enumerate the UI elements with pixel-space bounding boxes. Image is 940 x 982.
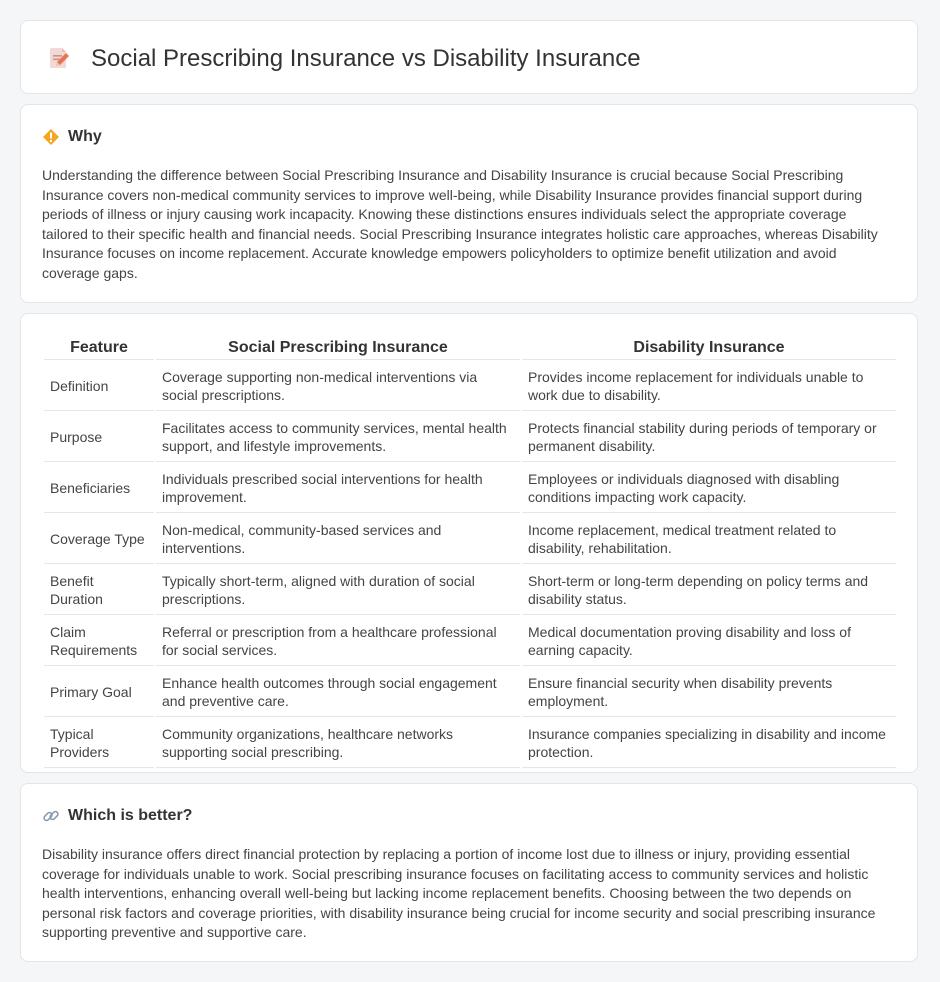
why-heading xyxy=(42,127,102,147)
why-heading-text: Why xyxy=(68,128,102,145)
table-row xyxy=(44,668,896,717)
header-disability: Disability Insurance xyxy=(522,337,896,360)
table-row xyxy=(44,566,896,615)
row-feature: Benefit Duration xyxy=(44,566,154,615)
why-paragraph: Understanding the difference between Social Prescribing Insurance and Disability Insurance is crucial because Social Prescribing Insurance covers non-medical community services to improve well-being, while Disability Insurance provides financial support during periods of illness or injury causing work incapacity. Knowing these distinctions ensures individuals select the appropriate coverage tailored to their specific health and financial needs. Social Prescribing Insurance integrates holistic care approaches, whereas Disability Insurance focuses on income replacement. Accurate knowledge empowers policyholders to optimize benefit utilization and avoid coverage gaps. xyxy=(42,167,878,281)
table-row xyxy=(44,617,896,666)
table-row xyxy=(44,515,896,564)
row-disability: Income replacement, medical treatment related to disability, rehabilitation. xyxy=(522,515,896,564)
document-pencil-icon xyxy=(47,46,71,70)
row-social-prescribing: Enhance health outcomes through social engagement and preventive care. xyxy=(156,668,520,717)
link-icon xyxy=(42,807,60,825)
header-feature: Feature xyxy=(44,337,154,360)
row-social-prescribing: Typically short-term, aligned with duration of social prescriptions. xyxy=(156,566,520,615)
table-row xyxy=(44,362,896,411)
row-social-prescribing: Facilitates access to community services, mental health support, and lifestyle improvements. xyxy=(156,413,520,462)
comparison-table-card xyxy=(20,313,918,773)
better-heading-text: Which is better? xyxy=(68,807,193,824)
row-social-prescribing: Referral or prescription from a healthcare professional for social services. xyxy=(156,617,520,666)
which-is-better-section xyxy=(20,783,918,962)
row-disability: Ensure financial security when disability prevents employment. xyxy=(522,668,896,717)
row-feature: Claim Requirements xyxy=(44,617,154,666)
row-feature: Purpose xyxy=(44,413,154,462)
header-social-prescribing: Social Prescribing Insurance xyxy=(156,337,520,360)
row-feature: Coverage Type xyxy=(44,515,154,564)
row-feature: Definition xyxy=(44,362,154,411)
diamond-warning-icon xyxy=(42,128,60,146)
row-feature: Beneficiaries xyxy=(44,464,154,513)
row-social-prescribing: Non-medical, community-based services and interventions. xyxy=(156,515,520,564)
row-social-prescribing: Community organizations, healthcare networks supporting social prescribing. xyxy=(156,719,520,768)
why-section xyxy=(20,104,918,303)
table-row xyxy=(44,719,896,768)
row-disability: Protects financial stability during periods of temporary or permanent disability. xyxy=(522,413,896,462)
header-card xyxy=(20,20,918,94)
row-disability: Insurance companies specializing in disability and income protection. xyxy=(522,719,896,768)
row-social-prescribing: Individuals prescribed social interventions for health improvement. xyxy=(156,464,520,513)
row-disability: Medical documentation proving disability and loss of earning capacity. xyxy=(522,617,896,666)
table-row xyxy=(44,413,896,462)
table-row xyxy=(44,464,896,513)
better-paragraph: Disability insurance offers direct financial protection by replacing a portion of income lost due to illness or injury, providing essential coverage for individuals unable to work. Social prescribing insurance focuses on facilitating access to community services and holistic health interventions, enhancing overall well-being but lacking income replacement benefits. Choosing between the two depends on personal risk factors and coverage priorities, with disability insurance being crucial for income security and social prescribing insurance supporting preventive and supportive care. xyxy=(42,846,876,940)
row-disability: Employees or individuals diagnosed with disabling conditions impacting work capacity. xyxy=(522,464,896,513)
row-disability: Short-term or long-term depending on policy terms and disability status. xyxy=(522,566,896,615)
better-heading xyxy=(42,806,192,826)
comparison-table xyxy=(42,335,898,770)
row-feature: Primary Goal xyxy=(44,668,154,717)
row-feature: Typical Providers xyxy=(44,719,154,768)
page-title: Social Prescribing Insurance vs Disability Insurance xyxy=(91,45,641,72)
row-disability: Provides income replacement for individuals unable to work due to disability. xyxy=(522,362,896,411)
row-social-prescribing: Coverage supporting non-medical interventions via social prescriptions. xyxy=(156,362,520,411)
table-header-row xyxy=(44,337,896,360)
